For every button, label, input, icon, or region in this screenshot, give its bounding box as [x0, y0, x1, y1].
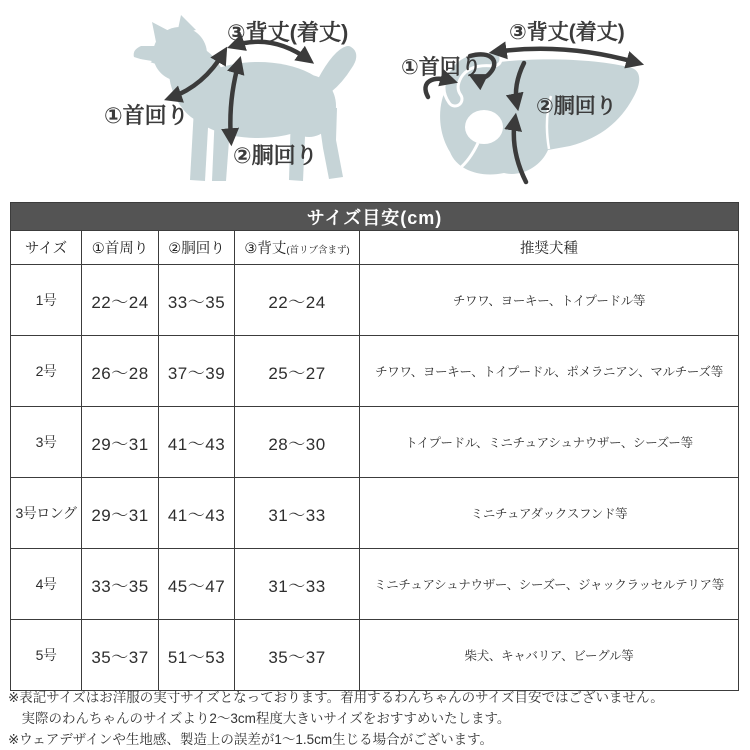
note-line: ※ウェアデザインや生地感、製造上の誤差が1〜1.5cm生じる場合がございます。 — [8, 731, 494, 747]
girth-cell: 37〜39 — [159, 336, 235, 407]
back-cell: 35〜37 — [235, 620, 360, 690]
table-row — [11, 265, 738, 336]
back-cell: 28〜30 — [235, 407, 360, 478]
table-row — [11, 620, 738, 690]
size-cell: 2号 — [11, 336, 82, 407]
breeds-cell: トイプードル、ミニチュアシュナウザー、シーズー等 — [360, 407, 738, 478]
neck-cell: 29〜31 — [82, 478, 159, 549]
table-row — [11, 407, 738, 478]
girth-cell: 41〜43 — [159, 478, 235, 549]
neck-cell: 33〜35 — [82, 549, 159, 620]
back-cell: 31〜33 — [235, 549, 360, 620]
neck-cell: 26〜28 — [82, 336, 159, 407]
garment-neck-label: ①首回り — [401, 56, 482, 79]
girth-cell: 45〜47 — [159, 549, 235, 620]
col-header-size: サイズ — [11, 231, 82, 265]
size-cell: 4号 — [11, 549, 82, 620]
col-header-back-main: ③背丈 — [244, 241, 287, 257]
neck-cell: 35〜37 — [82, 620, 159, 690]
footer-notes — [8, 688, 748, 750]
back-cell: 25〜27 — [235, 336, 360, 407]
left-dog-neck-label: ①首回り — [104, 103, 189, 128]
girth-cell: 51〜53 — [159, 620, 235, 690]
back-cell: 31〜33 — [235, 478, 360, 549]
size-cell: 3号ロング — [11, 478, 82, 549]
left-dog-girth-label: ②胴回り — [233, 143, 318, 168]
table-title: サイズ目安(cm) — [10, 202, 739, 231]
col-header-breeds: 推奨犬種 — [360, 231, 738, 265]
breeds-cell: チワワ、ヨーキー、トイプードル、ポメラニアン、マルチーズ等 — [360, 336, 738, 407]
table-row — [11, 549, 738, 620]
back-cell: 22〜24 — [235, 265, 360, 336]
size-cell: 1号 — [11, 265, 82, 336]
left-dog-back-label: ③背丈(着丈) — [227, 20, 349, 45]
note-line: 実際のわんちゃんのサイズより2〜3cm程度大きいサイズをおすすめいたします。 — [21, 710, 511, 726]
table-grid — [10, 231, 739, 691]
neck-cell: 29〜31 — [82, 407, 159, 478]
table-row — [11, 336, 738, 407]
breeds-cell: 柴犬、キャバリア、ビーグル等 — [360, 620, 738, 690]
size-cell: 5号 — [11, 620, 82, 690]
garment-girth-label: ②胴回り — [536, 95, 617, 118]
breeds-cell: チワワ、ヨーキー、トイプードル等 — [360, 265, 738, 336]
col-header-girth: ②胴回り — [159, 231, 235, 265]
table-header-row — [11, 231, 738, 265]
table-row — [11, 478, 738, 549]
breeds-cell: ミニチュアダックスフンド等 — [360, 478, 738, 549]
girth-cell: 33〜35 — [159, 265, 235, 336]
neck-cell: 22〜24 — [82, 265, 159, 336]
col-header-back — [235, 231, 360, 265]
breeds-cell: ミニチュアシュナウザー、シーズー、ジャックラッセルテリア等 — [360, 549, 738, 620]
size-cell: 3号 — [11, 407, 82, 478]
girth-cell: 41〜43 — [159, 407, 235, 478]
measurement-diagram — [0, 0, 750, 200]
col-header-neck: ①首周り — [82, 231, 159, 265]
garment-back-label: ③背丈(着丈) — [509, 21, 625, 44]
note-line: ※表記サイズはお洋服の実寸サイズとなっております。着用するわんちゃんのサイズ目安ではございません。 — [8, 690, 664, 705]
size-table — [10, 202, 739, 691]
col-header-back-note: (首リブ含まず) — [286, 245, 350, 256]
